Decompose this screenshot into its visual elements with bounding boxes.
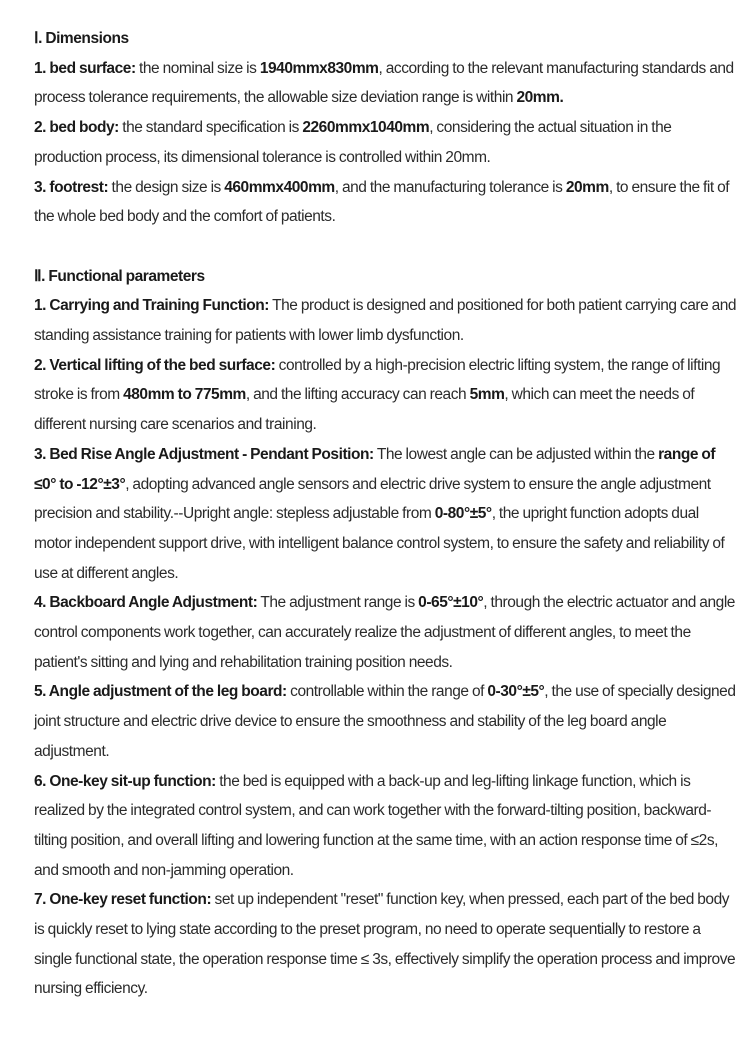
value: 2260mmx1040mm bbox=[302, 119, 430, 137]
bed-surface-paragraph bbox=[34, 54, 738, 113]
sit-up-function-label: 6. One-key sit-up function: bbox=[34, 772, 216, 790]
sit-up-function-paragraph bbox=[34, 767, 738, 886]
carrying-training-label: 1. Carrying and Training Function: bbox=[34, 297, 270, 315]
text: controlled by a high-precision electric lifting system, the range of lifting stroke is from bbox=[34, 356, 721, 404]
value: 5mm bbox=[469, 386, 505, 404]
value: 0-65°±10° bbox=[418, 594, 484, 612]
value: 480mm to 775mm bbox=[123, 386, 246, 404]
backboard-angle-label: 4. Backboard Angle Adjustment: bbox=[34, 594, 258, 612]
vertical-lifting-paragraph bbox=[34, 351, 738, 440]
section-gap bbox=[34, 232, 738, 262]
text: The adjustment range is bbox=[257, 594, 419, 612]
value: 1940mmx830mm bbox=[259, 59, 379, 77]
bed-rise-angle-paragraph bbox=[34, 440, 738, 589]
bed-surface-label: 1. bed surface: bbox=[34, 59, 136, 77]
text: The lowest angle can be adjusted within the bbox=[373, 445, 659, 463]
value: 0-80°±5° bbox=[434, 505, 492, 523]
footrest-paragraph bbox=[34, 173, 738, 232]
text: The product is designed and positioned for both patient carrying care and standing assistance training for patients with lower limb dysfunction. bbox=[34, 297, 737, 345]
leg-board-angle-label: 5. Angle adjustment of the leg board: bbox=[34, 683, 287, 701]
reset-function-paragraph bbox=[34, 885, 738, 1004]
text: , the upright function adopts dual motor independent support drive, with intelligent balance control system, to ensure the safety and reliability of use at different angles. bbox=[34, 505, 725, 582]
value: 0-30°±5° bbox=[487, 683, 545, 701]
text: , adopting advanced angle sensors and electric drive system to ensure the angle adjustment precision and stability.--Upright angle: stepless adjustable from bbox=[34, 475, 711, 523]
value: range of ≤0° to -12°±3° bbox=[34, 445, 716, 493]
dimensions-heading: Ⅰ. Dimensions bbox=[34, 30, 129, 47]
bed-body-paragraph bbox=[34, 113, 738, 172]
text: , considering the actual situation in the production process, its dimensional tolerance is controlled within 20mm. bbox=[34, 119, 672, 166]
text: the design size is bbox=[108, 178, 225, 196]
text: , which can meet the needs of different nursing care scenarios and training. bbox=[34, 386, 695, 434]
text: , and the lifting accuracy can reach bbox=[245, 386, 470, 404]
text: , according to the relevant manufacturing standards and process tolerance requirements, the allowable size deviation range is within bbox=[34, 59, 734, 107]
text: the nominal size is bbox=[135, 59, 260, 77]
functional-heading: Ⅱ. Functional parameters bbox=[34, 267, 205, 285]
bed-rise-angle-label: 3. Bed Rise Angle Adjustment - Pendant Position: bbox=[34, 445, 374, 463]
footrest-label: 3. footrest: bbox=[34, 178, 109, 196]
value: 20mm bbox=[565, 178, 609, 196]
text: , the use of specially designed joint structure and electric drive device to ensure the smoothness and stability of the leg board angle adjustment. bbox=[34, 683, 736, 760]
leg-board-angle-paragraph bbox=[34, 677, 738, 766]
vertical-lifting-label: 2. Vertical lifting of the bed surface: bbox=[34, 356, 276, 374]
value: 20mm. bbox=[516, 89, 564, 107]
text: set up independent "reset" function key, when pressed, each part of the bed body is quickly reset to lying state according to the preset program, no need to operate sequentially to restore a single functional state, the operation response time ≤ 3s, effectively simplify the operation process and improve nursing efficiency. bbox=[34, 891, 736, 998]
text: controllable within the range of bbox=[286, 683, 488, 701]
carrying-training-paragraph bbox=[34, 291, 738, 350]
text: the bed is equipped with a back-up and leg-lifting linkage function, which is realized by the integrated control system, and can work together with the forward-tilting position, backward-tilting position, and overall lifting and lowering function at the same time, with an action response time of ≤2s, and smooth and non-jamming operation. bbox=[34, 772, 718, 879]
backboard-angle-paragraph bbox=[34, 588, 738, 677]
text: , to ensure the fit of the whole bed body and the comfort of patients. bbox=[34, 178, 730, 226]
bed-body-label: 2. bed body: bbox=[34, 119, 119, 137]
text: , and the manufacturing tolerance is bbox=[334, 178, 566, 196]
reset-function-label: 7. One-key reset function: bbox=[34, 891, 212, 909]
text: , through the electric actuator and angle control components work together, can accurately realize the adjustment of different angles, to meet the patient's sitting and lying and rehabilitation training position needs. bbox=[34, 594, 735, 671]
value: 460mmx400mm bbox=[224, 178, 335, 196]
text: the standard specification is bbox=[118, 119, 303, 137]
